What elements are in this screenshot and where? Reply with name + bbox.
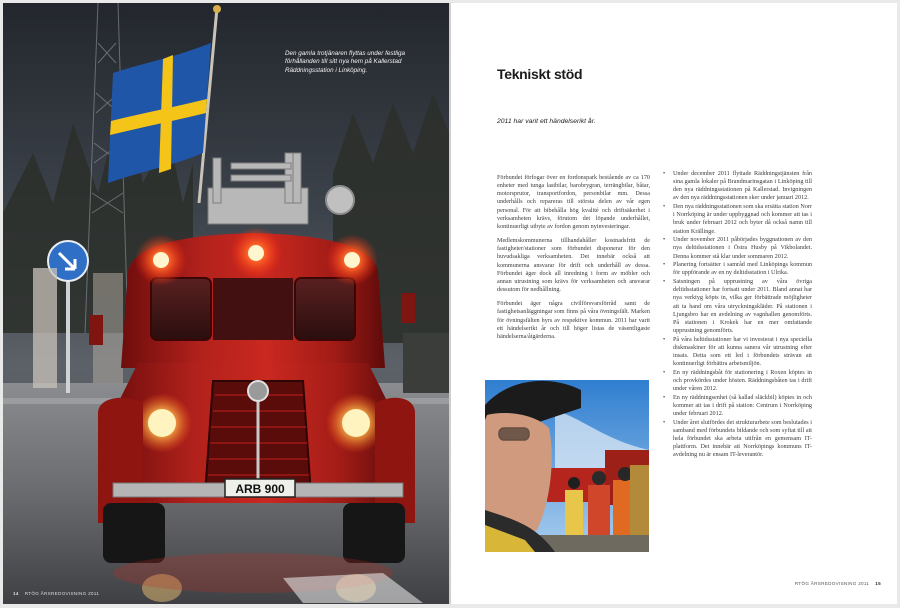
list-item: • En ny räddningsbåt för stationering i Roxen köptes in och provkördes under hösten. Räddningsbåten tas i drift under våren 2012. (662, 369, 812, 393)
list-item: • Planering fortsätter i samråd med Linköpings kommun för uppförande av en ny deltidsstation i Ulrika. (662, 261, 812, 277)
event-list (662, 170, 812, 459)
list-item: • En ny räddningsenhet (så kallad släckbil) köptes in och kommer att tas i drift på station: Centrum i Norrköping under februari 2012. (662, 394, 812, 418)
article-subtitle: 2011 har varit ett händelserikt år. (497, 118, 596, 125)
paragraph: Förbundet äger några civilförsvarsförråd samt de fastighetsanläggningar som finns på våra övningsfält. Marken för övningsfälten hyrs av respektive kommun. 2011 har varit ett händelserikt år och till höger listas de väsentligaste händelserna/åtgärderna. (497, 301, 650, 340)
fire-truck-photo (3, 3, 449, 604)
photo-caption: Den gamla trotjänaren flyttas under festliga förhållanden till sitt nya hem på Kallerstad Räddningsstation i Linköping. (285, 50, 406, 74)
list-item: • Satsningen på upprustning av våra övriga deltidsstationer har fortsatt under 2011. Bland annat har nya verktyg köpts in, vilka ger förbättrade möjligheter att ta hand om våra utryckningskläder. På stationen i Ljungsbro har en avdelning av vagnhallen genomförts. På stationen i Krokek har en mer omfattande upprustning genomförts. (662, 278, 812, 335)
right-page (451, 3, 897, 604)
left-page (3, 3, 449, 604)
column-right (662, 170, 812, 460)
right-page-number: 15 (875, 581, 881, 586)
firefighter-photo (485, 380, 649, 552)
left-folio (13, 591, 99, 596)
list-item: • Den nya räddningsstationen som ska ersätta station Norr i Norrköping är under uppbyggnad och kommer att tas i bruk under februari 2012 och byter då också namn till station Krällinge. (662, 203, 812, 236)
left-page-number: 14 (13, 591, 19, 596)
column-left (497, 174, 650, 347)
license-plate: ARB 900 (235, 482, 285, 496)
list-item: • Under november 2011 påbörjades byggnationen av den nya deltidsstationen i Östra Husby på Vikbolandet. Denna kommer stå klar under sommaren 2012. (662, 236, 812, 260)
article-title: Tekniskt stöd (497, 66, 583, 82)
right-folio-text: RTÖG ÅRSREDOVISNING 2011 (794, 581, 870, 586)
paragraph: Medlemskommunerna tillhandahåller kostnadsfritt de fastigheter/stationer som förbundet disponerar för den huvudsakliga verksamheten. Det innebär också att kommunerna ansvarar för drift och underhåll av dessa. Förbundet äger dock all inredning i form av möbler och annan utrustning som krävs för verksamheten och ansvarar dessutom för nedhållning. (497, 238, 650, 294)
list-item: • Under december 2011 flyttade Räddningstjänsten från sina gamla lokaler på Brandmarinsgatan i Linköping till den nya räddningsstationen på Kallerstad. Invigningen av den nya räddningsstationen sker under januari 2012. (662, 170, 812, 203)
paragraph: Förbundet förfogar över en fordonspark bestående av ca 170 enheter med tunga lastbilar, barobrygran, terrängbilar, båtar, motorsprutor, transportfordon, personbilar mm. Dessa underhålls och repareras till största delen av vår egen personal. För att bibehålla hög kvalité och driftsäkerhet i verksamheten krävs, förutom det löpande underhållet, kontinuerligt utbyte av fordon genom nyinvesteringar. (497, 175, 650, 230)
list-item: • På våra heltidsstationer har vi investerat i nya speciella diskmaskiner för att kunna sanera vår utrustning efter insats. Detta som ett led i förbundets strävan att kontinuerligt förbättra arbetsmiljön. (662, 336, 812, 369)
list-item: • Under året slutfördes det strukturarbete som beslutades i samband med förbundets bildande och som syftat till att hela förbundet ska arbeta utifrån en gemensam IT-plattform. Det innebär att Norrköpings kommuns IT-avdelning nu är ensam IT-leverantör. (662, 419, 812, 460)
right-folio (795, 581, 881, 586)
left-folio-text: RTÖG ÅRSREDOVISNING 2011 (24, 591, 100, 596)
